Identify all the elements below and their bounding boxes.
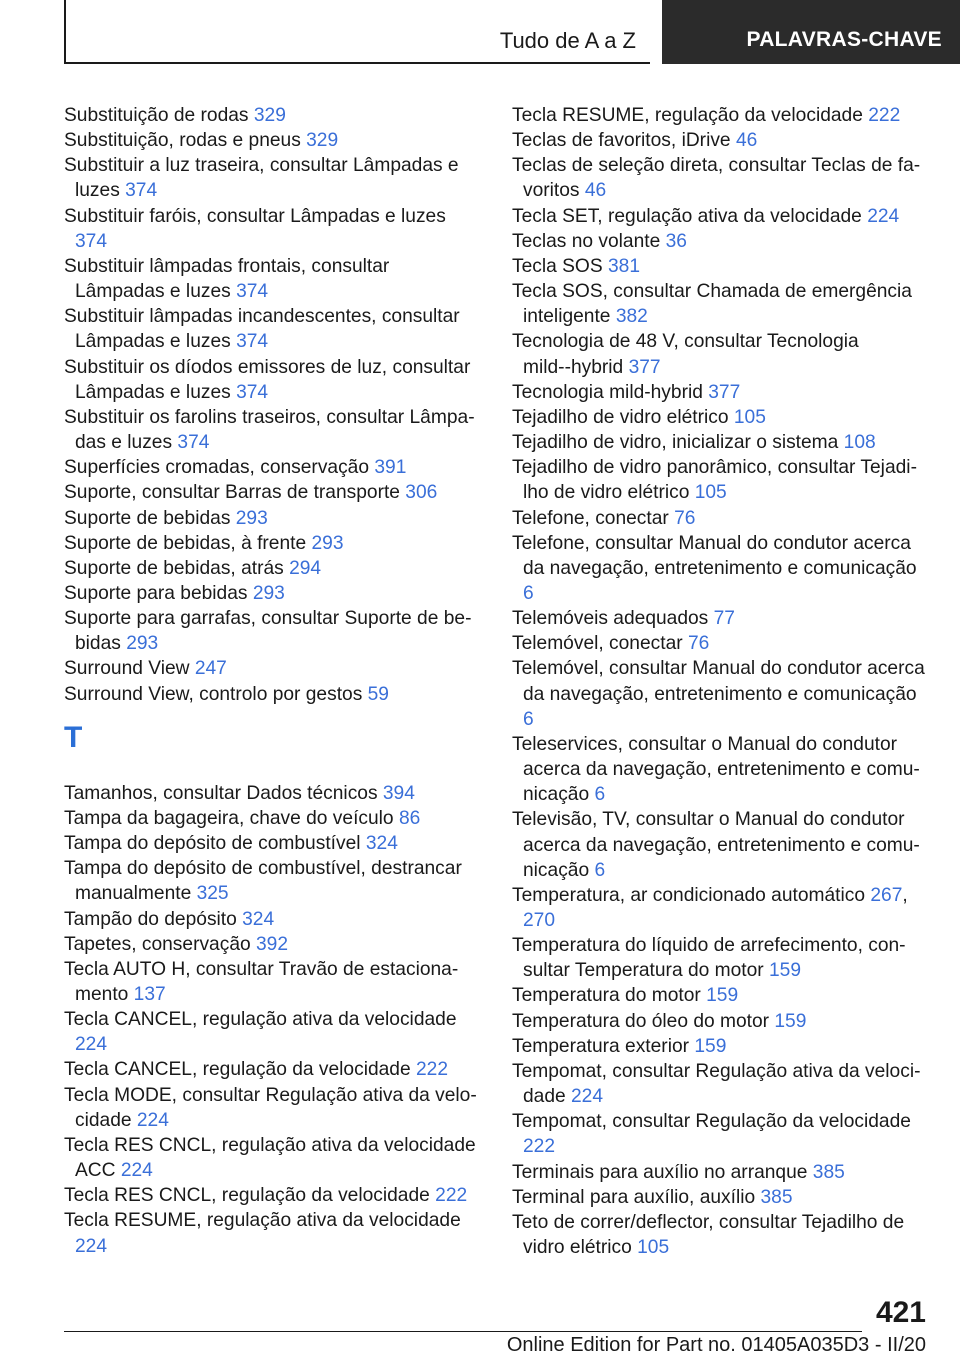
page-ref-link[interactable]: 293 (311, 532, 344, 554)
page-ref-link[interactable]: 377 (708, 381, 741, 403)
index-entry-label: Substituição de rodas (64, 105, 254, 126)
page-ref-link[interactable]: 270 (523, 910, 556, 931)
index-entry (512, 1109, 932, 1159)
index-entry-label: Televisão, TV, consultar o Manual do condutor acerca da navegação, entretenimento e comunicação (512, 809, 920, 881)
page-ref-link[interactable]: 385 (760, 1186, 793, 1208)
index-entry-label: Suporte de bebidas, atrás (64, 557, 290, 579)
index-entry (512, 656, 932, 731)
page-ref-link[interactable]: 329 (306, 130, 339, 152)
section-letter: T (64, 720, 83, 754)
index-entry (64, 1133, 482, 1183)
index-entry-label: Tecla CANCEL, regulação ativa da velocidade (64, 1009, 457, 1031)
page-ref-link[interactable]: 382 (615, 306, 648, 328)
page-ref-link[interactable]: 76 (687, 633, 710, 655)
index-entry (512, 279, 932, 329)
footer-rule (64, 1331, 862, 1332)
index-entry-label: Temperatura do óleo do motor (512, 1010, 775, 1032)
index-entry-label: Tempomat, consultar Regulação ativa da velocidade (512, 1060, 921, 1108)
index-entry-label: Tapetes, conservação (64, 933, 256, 955)
index-entry-label: Teleservices, consultar o Manual do condutor acerca da navegação, entretenimento e comunicação (512, 733, 920, 806)
index-entry-label: Tecla RESUME, regulação da velocidade (512, 105, 869, 126)
index-entry-label: Teclas de favoritos, iDrive (512, 130, 736, 152)
index-entry (512, 506, 932, 531)
index-entry-label: Terminais para auxílio no arranque (512, 1161, 813, 1183)
index-entry (64, 831, 482, 856)
page-ref-link[interactable]: 159 (694, 1035, 727, 1057)
index-entry-label: Substituir os díodos emissores de luz, consultar Lâmpadas e luzes (64, 356, 471, 403)
index-group-t (64, 781, 482, 1259)
index-entry-label: Tejadilho de vidro elétrico (512, 406, 734, 428)
page-ref-link[interactable]: 6 (523, 708, 534, 730)
page-ref-link[interactable]: 105 (733, 406, 766, 428)
index-entry-label: Tamanhos, consultar Dados técnicos (64, 782, 383, 804)
page-ref-link[interactable]: 77 (713, 608, 735, 630)
index-entry (64, 405, 482, 455)
index-entry-label: Substituir lâmpadas frontais, consultar Lâmpadas e luzes (64, 255, 390, 303)
index-entry (64, 355, 482, 405)
page-ref-link[interactable]: 324 (365, 833, 398, 855)
page-ref-link[interactable]: 325 (196, 883, 229, 905)
index-entry-label: Suporte de bebidas, à frente (64, 532, 312, 554)
index-entry (512, 606, 932, 631)
index-entry-label: Telemóvel, consultar Manual do condutor acerca da navegação, entretenimento e comunicação (512, 658, 925, 705)
page-ref-link[interactable]: 394 (382, 782, 415, 804)
index-entry (512, 807, 932, 882)
page-number: 421 (875, 1296, 926, 1329)
index-entry (512, 329, 932, 379)
page-ref-link[interactable]: 59 (367, 683, 389, 705)
index-entry (64, 1183, 482, 1208)
page-ref-link[interactable]: 108 (843, 432, 876, 454)
index-entry (512, 153, 932, 203)
index-entry-label: Surround View, controlo por gestos (64, 683, 368, 705)
index-entry (512, 1009, 932, 1034)
index-entry (512, 933, 932, 983)
index-entry-label: Temperatura, ar condicionado automático (512, 884, 871, 906)
index-entry-label: Substituir a luz traseira, consultar Lâmpadas e luzes (64, 155, 459, 202)
index-entry (64, 254, 482, 304)
index-entry (512, 1210, 932, 1260)
index-entry (512, 983, 932, 1008)
page-ref-link[interactable]: 374 (177, 432, 210, 454)
page-ref-link[interactable]: 224 (75, 1034, 108, 1056)
page-ref-link[interactable]: 86 (398, 807, 421, 829)
index-entry-label: Suporte para garrafas, consultar Suporte de bebidas (64, 608, 472, 655)
index-entry-label: Tecla AUTO H, consultar Travão de estacionamento (64, 958, 459, 1005)
index-entry (512, 103, 932, 128)
page-ref-link[interactable]: 224 (867, 205, 900, 227)
index-column-right (512, 103, 932, 1260)
page-ref-link[interactable]: 76 (674, 507, 696, 529)
header-left-rule (64, 0, 66, 64)
index-entry-label: Substituição, rodas e pneus (64, 130, 307, 152)
page-ref-link[interactable]: 381 (607, 255, 640, 277)
index-entry-label: Tejadilho de vidro panorâmico, consultar Tejadilho de vidro elétrico (512, 457, 917, 504)
index-entry (512, 1059, 932, 1109)
index-entry (64, 656, 482, 681)
index-entry-label: Surround View (64, 658, 195, 680)
index-entry-label: Telefone, conectar (512, 507, 675, 529)
index-entry (512, 254, 932, 279)
page-ref-link[interactable]: 46 (735, 130, 758, 152)
page-ref-link[interactable]: 391 (374, 457, 407, 479)
index-entry (64, 204, 482, 254)
index-entry (512, 1034, 932, 1059)
page-ref-link[interactable]: 159 (706, 985, 739, 1007)
index-entry-label: Tecla MODE, consultar Regulação ativa da velocidade (64, 1084, 477, 1131)
page-ref-link[interactable]: 374 (236, 331, 269, 353)
index-entry-label: Temperatura exterior (512, 1035, 695, 1057)
page-ref-link[interactable]: 222 (868, 105, 901, 126)
index-entry (64, 581, 482, 606)
page-ref-link[interactable]: 374 (236, 281, 269, 303)
index-entry-label: Substituir faróis, consultar Lâmpadas e luzes (64, 205, 446, 227)
index-entry (512, 229, 932, 254)
index-entry (64, 606, 482, 656)
section-title: Tudo de A a Z (499, 28, 636, 53)
index-entry (64, 128, 482, 153)
index-entry-label: Tejadilho de vidro, inicializar o sistema (512, 432, 844, 454)
index-entry (64, 932, 482, 957)
index-entry-label: Tecla RESUME, regulação ativa da velocidade (64, 1210, 461, 1232)
index-entry-label: Substituir lâmpadas incandescentes, consultar Lâmpadas e luzes (64, 306, 460, 353)
index-entry (64, 781, 482, 806)
index-entry (512, 631, 932, 656)
index-entry-label: Tampão do depósito (64, 908, 243, 930)
index-entry (64, 531, 482, 556)
edition-note: Online Edition for Part no. 01405A035D3 - II/20 (506, 1334, 926, 1356)
page-ref-link[interactable]: 224 (120, 1160, 153, 1182)
chapter-tab-label: PALAVRAS-CHAVE (746, 28, 942, 51)
page-ref-link[interactable]: 267 (870, 884, 903, 906)
index-entry (64, 907, 482, 932)
index-entry-label: Tecla RES CNCL, regulação da velocidade (64, 1185, 436, 1207)
index-group-s (64, 103, 482, 707)
index-column-left (64, 103, 482, 1259)
index-entry (512, 405, 932, 430)
index-entry-label: Tecla SOS, consultar Chamada de emergência inteligente (512, 281, 912, 328)
index-entry (64, 806, 482, 831)
index-entry-label: Teclas de seleção direta, consultar Teclas de favoritos (512, 155, 921, 202)
index-entry (64, 153, 482, 203)
page-ref-link[interactable]: 36 (665, 230, 687, 252)
page-ref-link[interactable]: 222 (435, 1185, 468, 1207)
page-ref-link[interactable]: 293 (235, 507, 268, 529)
index-entry (64, 1057, 482, 1082)
page-ref-link[interactable]: 247 (194, 658, 227, 680)
index-entry-label: Telefone, consultar Manual do condutor acerca da navegação, entretenimento e comunicação (512, 532, 917, 579)
index-entry (512, 430, 932, 455)
index-entry-label: Tecla RES CNCL, regulação ativa da velocidade ACC (64, 1134, 476, 1182)
index-entry (64, 480, 482, 505)
index-entry (512, 455, 932, 505)
index-entry-label: Suporte para bebidas (64, 582, 253, 604)
index-entry (64, 1083, 482, 1133)
page-ref-link[interactable]: 105 (637, 1237, 670, 1259)
index-entry-label: Temperatura do motor (512, 985, 707, 1007)
page-ref-link[interactable]: 293 (252, 582, 285, 604)
index-entry-label: Terminal para auxílio, auxílio (512, 1186, 761, 1208)
index-entry-label: Tecla CANCEL, regulação da velocidade (64, 1059, 416, 1081)
index-entry-label: Tampa do depósito de combustível (64, 833, 366, 855)
index-entry-label: Suporte de bebidas (64, 507, 236, 529)
index-entry-label: Telemóveis adequados (512, 608, 714, 630)
index-entry-label: Tempomat, consultar Regulação da velocidade (512, 1111, 911, 1133)
page-ref-link[interactable]: 159 (769, 960, 802, 982)
index-entry-label: Tecnologia mild-hybrid (512, 381, 709, 403)
index-entry-label: Tecla SET, regulação ativa da velocidade (512, 205, 868, 227)
page-ref-link[interactable]: 374 (125, 180, 158, 202)
page-ref-link[interactable]: 222 (523, 1136, 556, 1158)
page-ref-link[interactable]: 294 (289, 557, 322, 579)
index-entry-label: Suporte, consultar Barras de transporte (64, 482, 406, 504)
index-entry-label: Tampa do depósito de combustível, destrancar manualmente (64, 858, 462, 905)
index-entry (512, 1160, 932, 1185)
page-ref-link[interactable]: 224 (136, 1109, 169, 1131)
index-group-t-continued (512, 103, 932, 1260)
page-ref-link[interactable]: 222 (415, 1059, 448, 1081)
page-ref-link[interactable]: 392 (256, 933, 289, 955)
index-entry (512, 531, 932, 606)
index-entry (64, 556, 482, 581)
index-entry (64, 957, 482, 1007)
index-entry (64, 1007, 482, 1057)
page-ref-link[interactable]: 105 (694, 482, 727, 504)
index-entry (64, 682, 482, 707)
page-ref-link[interactable]: 224 (75, 1235, 108, 1257)
page-ref-link[interactable]: 224 (571, 1086, 604, 1108)
index-entry (64, 304, 482, 354)
page-ref-link[interactable]: 374 (75, 230, 108, 252)
index-entry-label: Tecnologia de 48 V, consultar Tecnologia mild‑‑hybrid (512, 331, 859, 378)
index-entry-label: Temperatura do líquido de arrefecimento, consultar Temperatura do motor (512, 935, 906, 982)
page-ref-link[interactable]: 374 (236, 381, 269, 403)
page-ref-link[interactable]: 329 (253, 105, 286, 126)
page-ref-link[interactable]: 324 (242, 908, 275, 930)
index-entry (64, 455, 482, 480)
page-ref-link[interactable]: 159 (774, 1010, 807, 1032)
page-ref-link[interactable]: 306 (405, 482, 438, 504)
index-entry (512, 204, 932, 229)
page-ref-separator: , (902, 884, 908, 906)
header-bottom-rule (64, 62, 650, 64)
index-entry-label: Teto de correr/deflector, consultar Tejadilho de vidro elétrico (512, 1211, 905, 1259)
chapter-tab (662, 0, 960, 64)
page-ref-link[interactable]: 137 (133, 984, 166, 1005)
index-entry (512, 732, 932, 807)
index-entry (512, 380, 932, 405)
index-entry (64, 103, 482, 128)
index-entry-label: Telemóvel, conectar (512, 633, 688, 655)
index-entry (64, 856, 482, 906)
index-entry-label: Tampa da bagageira, chave do veículo (64, 807, 399, 829)
index-entry-label: Superfícies cromadas, conservação (64, 457, 375, 479)
index-entry-label: Teclas no volante (512, 230, 666, 252)
index-entry (512, 1185, 932, 1210)
index-entry-label: Tecla SOS (512, 255, 608, 277)
page-ref-link[interactable]: 377 (628, 356, 661, 378)
page-ref-link[interactable]: 6 (594, 859, 606, 881)
page-ref-link[interactable]: 46 (584, 180, 607, 202)
index-entry (64, 506, 482, 531)
index-entry (512, 128, 932, 153)
page-ref-link[interactable]: 385 (812, 1161, 845, 1183)
page-ref-link[interactable]: 6 (523, 582, 534, 604)
index-entry-label: Substituir os farolins traseiros, consultar Lâmpadas e luzes (64, 406, 475, 454)
index-entry (64, 1208, 482, 1258)
index-entry (512, 883, 932, 933)
page-ref-link[interactable]: 293 (126, 633, 159, 655)
page-ref-link[interactable]: 6 (594, 784, 606, 806)
